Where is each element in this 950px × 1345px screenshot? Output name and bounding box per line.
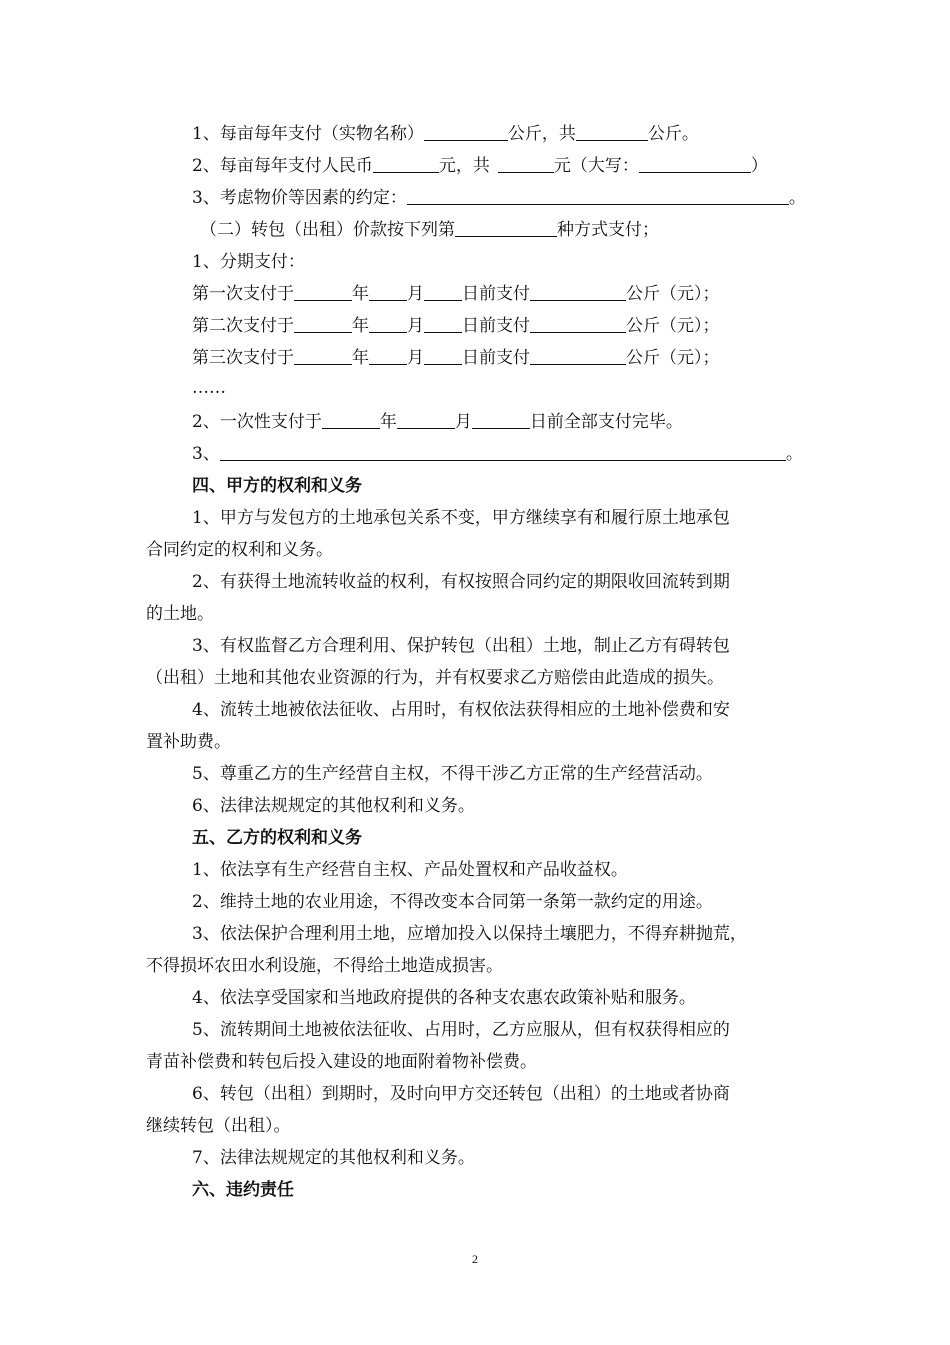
blank-field[interactable] — [369, 346, 407, 365]
blank-field[interactable] — [397, 410, 455, 429]
clause-lump-sum: 2、一次性支付于 年 月 日前全部支付完毕。 — [192, 412, 683, 432]
blank-field[interactable] — [576, 122, 648, 141]
blank-field[interactable] — [369, 282, 407, 301]
paragraph-line: 7、法律法规规定的其他权利和义务。 — [192, 1148, 475, 1168]
blank-field[interactable] — [530, 346, 626, 365]
blank-field[interactable] — [424, 346, 462, 365]
paragraph-line: 5、流转期间土地被依法征收、占用时，乙方应服从，但有权获得相应的 — [192, 1020, 730, 1040]
blank-field[interactable] — [220, 442, 786, 461]
installment-row: 第三次支付于 年 月 日前支付 公斤（元）； — [192, 348, 720, 368]
paragraph-line: 不得损坏农田水利设施，不得给土地造成损害。 — [146, 956, 503, 976]
paragraph-line: 6、法律法规规定的其他权利和义务。 — [192, 796, 475, 816]
paragraph-line: 3、有权监督乙方合理利用、保护转包（出租）土地，制止乙方有碍转包 — [192, 636, 730, 656]
section-title-party-a: 四、甲方的权利和义务 — [192, 476, 362, 496]
clause-in-kind-payment: 1、每亩每年支付（实物名称） 公斤，共 公斤。 — [192, 124, 699, 144]
paragraph-line: 3、依法保护合理利用土地，应增加投入以保持土壤肥力，不得弃耕抛荒， — [192, 924, 747, 944]
blank-field[interactable] — [294, 282, 352, 301]
paragraph-line: 5、尊重乙方的生产经营自主权，不得干涉乙方正常的生产经营活动。 — [192, 764, 713, 784]
paragraph-line: 1、甲方与发包方的土地承包关系不变，甲方继续享有和履行原土地承包 — [192, 508, 730, 528]
paragraph-line: 青苗补偿费和转包后投入建设的地面附着物补偿费。 — [146, 1052, 537, 1072]
paragraph-line: 4、流转土地被依法征收、占用时，有权依法获得相应的土地补偿费和安 — [192, 700, 730, 720]
blank-field[interactable] — [530, 282, 626, 301]
paragraph-line: 4、依法享受国家和当地政府提供的各种支农惠农政策补贴和服务。 — [192, 988, 696, 1008]
blank-field[interactable] — [424, 314, 462, 333]
installment-row: 第二次支付于 年 月 日前支付 公斤（元）； — [192, 316, 720, 336]
blank-field[interactable] — [472, 410, 530, 429]
paragraph-line: 2、有获得土地流转收益的权利，有权按照合同约定的期限收回流转到期 — [192, 572, 730, 592]
blank-field[interactable] — [498, 154, 554, 173]
paragraph-line: 1、依法享有生产经营自主权、产品处置权和产品收益权。 — [192, 860, 628, 880]
paragraph-line: 6、转包（出租）到期时，及时向甲方交还转包（出租）的土地或者协商 — [192, 1084, 730, 1104]
installment-row: 第一次支付于 年 月 日前支付 公斤（元）； — [192, 284, 720, 304]
paragraph-line: 继续转包（出租）。 — [146, 1116, 291, 1136]
paragraph-line: 2、维持土地的农业用途，不得改变本合同第一条第一款约定的用途。 — [192, 892, 713, 912]
paragraph-line: 置补助费。 — [146, 732, 231, 752]
blank-field[interactable] — [639, 154, 751, 173]
clause-price-factors: 3、考虑物价等因素的约定： 。 — [192, 188, 806, 208]
blank-field[interactable] — [424, 282, 462, 301]
blank-field[interactable] — [294, 346, 352, 365]
paragraph-line: 合同约定的权利和义务。 — [146, 540, 333, 560]
blank-field[interactable] — [294, 314, 352, 333]
paragraph-line: 的土地。 — [146, 604, 214, 624]
blank-field[interactable] — [322, 410, 380, 429]
clause-installment: 1、分期支付： — [192, 252, 305, 272]
blank-field[interactable] — [407, 186, 789, 205]
section-title-breach: 六、违约责任 — [192, 1180, 294, 1200]
page-number: 2 — [472, 1252, 478, 1266]
section-title-party-b: 五、乙方的权利和义务 — [192, 828, 362, 848]
blank-field[interactable] — [369, 314, 407, 333]
blank-field[interactable] — [373, 154, 439, 173]
ellipsis: …… — [192, 378, 226, 398]
clause-other-method: 3、 。 — [192, 444, 803, 464]
blank-field[interactable] — [424, 122, 508, 141]
clause-payment-method: （二）转包（出租）价款按下列第 种方式支付； — [200, 220, 659, 240]
blank-field[interactable] — [530, 314, 626, 333]
clause-cash-payment: 2、每亩每年支付人民币 元，共 元（大写： ） — [192, 156, 768, 176]
paragraph-line: （出租）土地和其他农业资源的行为，并有权要求乙方赔偿由此造成的损失。 — [146, 668, 724, 688]
blank-field[interactable] — [455, 218, 557, 237]
